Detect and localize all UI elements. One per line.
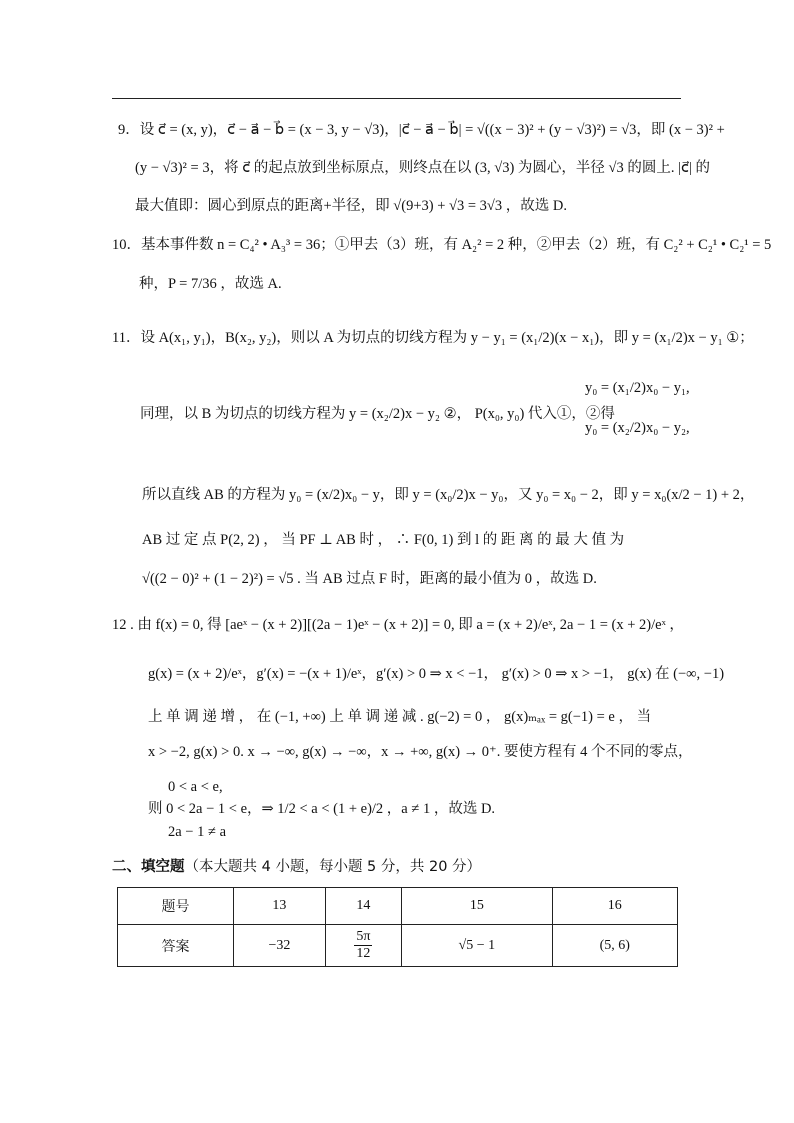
fraction-numerator: 5π <box>356 929 371 944</box>
q11-line-1: 11．设 A(x₁, y₁)，B(x₂, y₂)，则以 A 为切点的切线方程为 y − y₁ = (x₁/2)(x − x₁)，即 y = (x₁/2)x − y₁ ①； <box>112 330 754 346</box>
answer-cell-fraction <box>325 925 401 967</box>
q10-line-2: 种，P = 7/36 ，故选 A. <box>139 276 282 292</box>
q12-system-eq-3: 2a − 1 ≠ a <box>168 824 227 840</box>
row-label-cell: 答案 <box>118 925 234 967</box>
section-heading <box>112 855 481 876</box>
q12-line-5: 则 0 < 2a − 1 < e，⇒ 1/2 < a < (1 + e)/2 ，a ≠ 1 ，故选 D. <box>148 801 496 817</box>
q12-line-3: 上 单 调 递 增 ， 在 (−1, +∞) 上 单 调 递 减 . g(−2) = 0 ， g(x)ₘₐₓ = g(−1) = e ， 当 <box>148 709 652 725</box>
q12-system-eq-1: 0 < a < e, <box>168 779 223 795</box>
q12-line-2: g(x) = (x + 2)/eˣ，g′(x) = −(x + 1)/eˣ，g′(x) > 0 ⇒ x < −1， g′(x) > 0 ⇒ x > −1， g(x) 在 (−∞, −1) <box>148 666 725 682</box>
section-title: 二、填空题 <box>112 859 185 875</box>
header-cell: 15 <box>402 888 552 925</box>
q11-line-5: √((2 − 0)² + (1 − 2)²) = √5 . 当 AB 过点 F 时，距离的最小值为 0 ，故选 D. <box>142 571 597 587</box>
q11-system-eq-2: y₀ = (x₂/2)x₀ − y₂, <box>585 420 690 436</box>
q11-line-3: 所以直线 AB 的方程为 y₀ = (x/2)x₀ − y，即 y = (x₀/2)x − y₀，又 y₀ = x₀ − 2，即 y = x₀(x/2 − 1) + 2， <box>142 487 755 503</box>
q9-line-3: 最大值即：圆心到原点的距离+半径，即 √(9+3) + √3 = 3√3 ，故选 D. <box>135 198 567 214</box>
q12-line-4: x > −2, g(x) > 0. x → −∞, g(x) → −∞，x → +∞, g(x) → 0⁺. 要使方程有 4 个不同的零点， <box>148 744 693 760</box>
table-row <box>118 925 678 967</box>
answer-cell: √5 − 1 <box>402 925 552 967</box>
header-cell: 题号 <box>118 888 234 925</box>
q10-line-1: 10．基本事件数 n = C₄² • A₃³ = 36；①甲去（3）班，有 A₂² = 2 种，②甲去（2）班，有 C₂² + C₂¹ • C₂¹ = 5 <box>112 237 772 253</box>
answer-table <box>117 887 678 967</box>
header-rule <box>112 98 681 99</box>
q9-line-2: (y − √3)² = 3，将 c⃗ 的起点放到坐标原点，则终点在以 (3, √3) 为圆心，半径 √3 的圆上. |c⃗| 的 <box>135 160 711 176</box>
q11-system-eq-1: y₀ = (x₁/2)x₀ − y₁, <box>585 380 690 396</box>
section-note: （本大题共 4 小题，每小题 5 分，共 20 分） <box>184 859 482 875</box>
header-cell: 13 <box>234 888 326 925</box>
fraction-denominator: 12 <box>356 946 371 961</box>
fraction <box>354 929 372 962</box>
q11-line-2: 同理，以 B 为切点的切线方程为 y = (x₂/2)x − y₂ ②， P(x₀, y₀) 代入①，②得 <box>140 406 615 422</box>
table-row <box>118 888 678 925</box>
q11-line-4: AB 过 定 点 P(2, 2) ， 当 PF ⊥ AB 时 ， ∴ F(0, 1) 到 l 的 距 离 的 最 大 值 为 <box>142 532 625 548</box>
answer-cell: −32 <box>234 925 326 967</box>
q12-line-1: 12 . 由 f(x) = 0, 得 [aeˣ − (x + 2)][(2a − 1)eˣ − (x + 2)] = 0, 即 a = (x + 2)/eˣ, 2a − 1 = (x + 2)/eˣ ， <box>112 617 684 633</box>
header-cell: 16 <box>552 888 677 925</box>
q9-line-1: 9．设 c⃗ = (x, y)，c⃗ − a⃗ − b⃗ = (x − 3, y − √3)，|c⃗ − a⃗ − b⃗| = √((x − 3)² + (y − √3)²) = √3，即 (x − 3)² + <box>118 122 725 138</box>
header-cell: 14 <box>325 888 401 925</box>
answer-cell: (5, 6) <box>552 925 677 967</box>
